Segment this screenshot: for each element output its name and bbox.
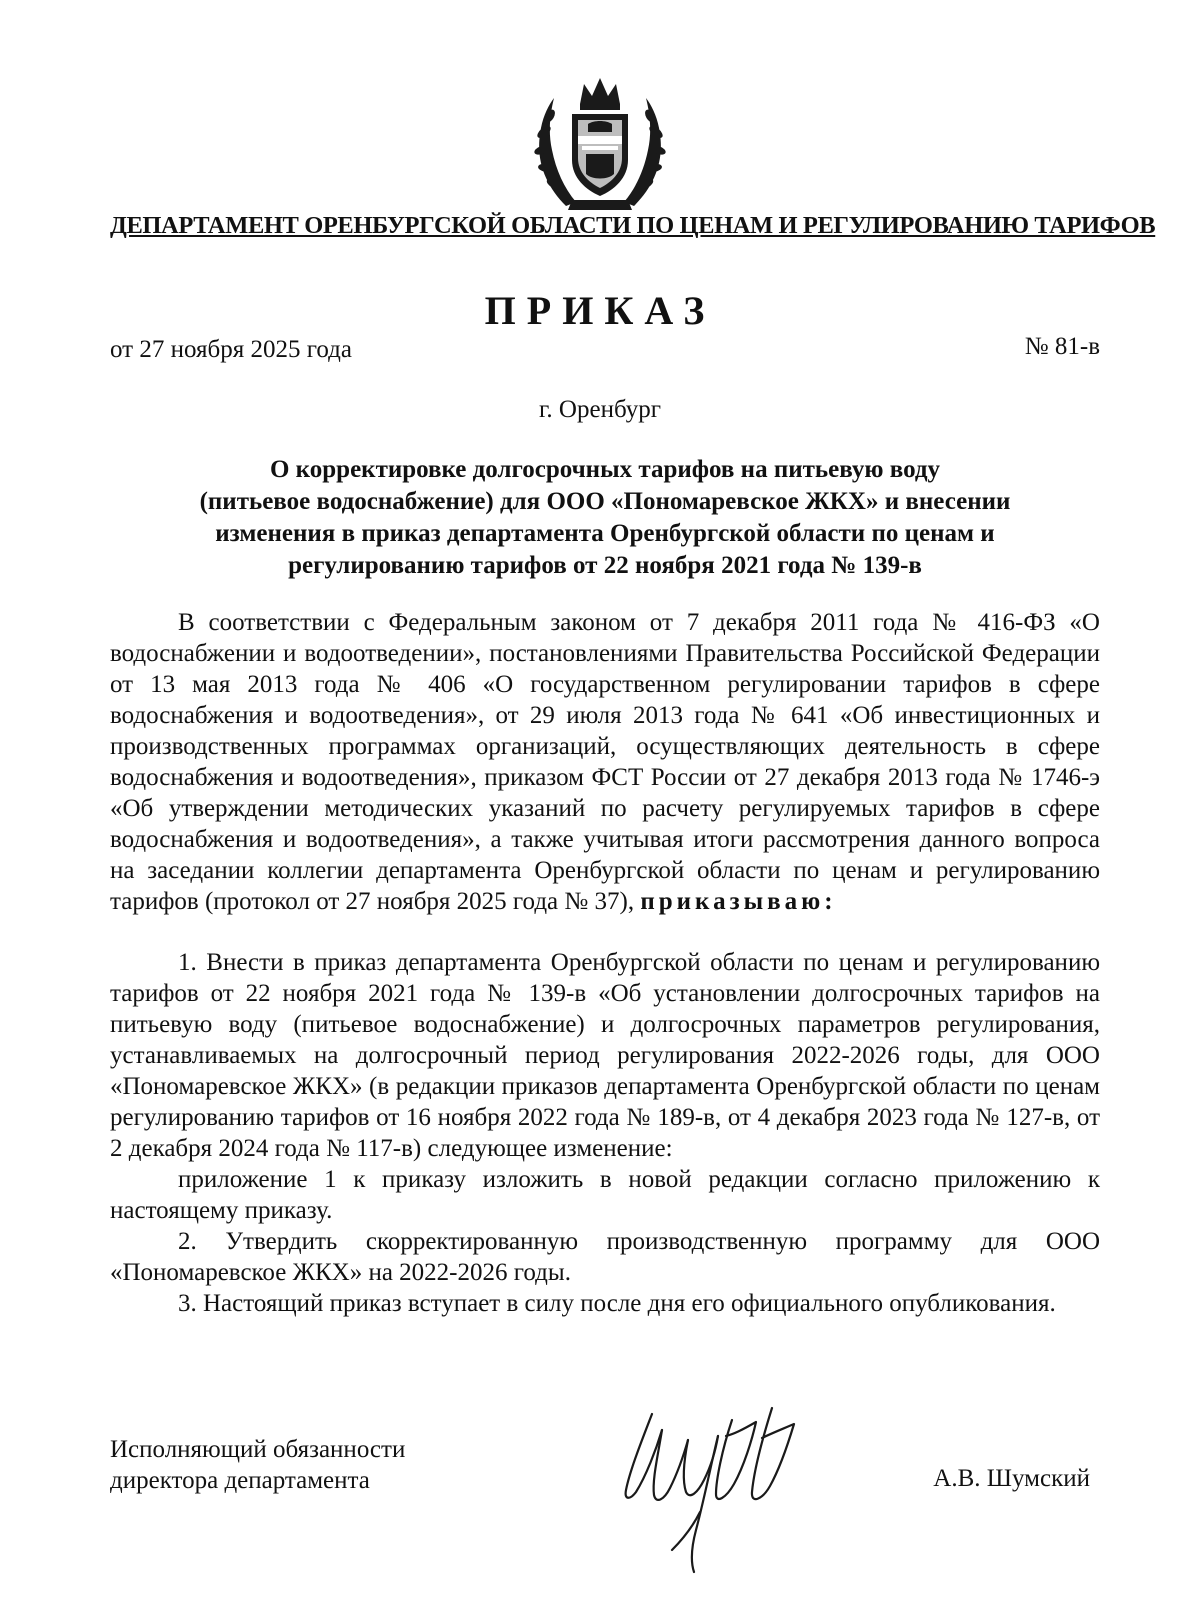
signer-position	[110, 1434, 405, 1496]
item-3-paragraph: 3. Настоящий приказ вступает в силу после дня его официального опубликования.	[178, 1290, 1056, 1317]
preamble-paragraph	[110, 607, 1100, 917]
item-2-paragraph: 2. Утвердить скорректированную производственную программу для ООО «Пономаревское ЖКХ» на 2022-2026 годы.	[110, 1228, 1100, 1286]
handwritten-signature	[612, 1400, 822, 1580]
preamble-text: В соответствии с Федеральным законом от 7 декабря 2011 года № 416-ФЗ «О водоснабжении и водоотведении», постановлениями Правительства Российской Федерации от 13 мая 2013 года № 406 «О государственном регулировании тарифов в сфере водоснабжения и водоотведения», от 29 июля 2013 года № 641 «Об инвестиционных и производственных программах организаций, осуществляющих деятельность в сфере водоснабжения и водоотведения», приказом ФСТ России от 27 декабря 2013 года № 1746-э «Об утверждении методических указаний по расчету регулируемых тарифов в сфере водоснабжения и водоотведения», а также учитывая итоги рассмотрения данного вопроса на заседании коллегии департамента Оренбургской области по ценам и регулированию тарифов (протокол от 27 ноября 2025 года № 37),	[110, 609, 1100, 915]
subject-line: (питьевое водоснабжение) для ООО «Пономаревское ЖКХ» и внесении	[199, 488, 1011, 515]
signer-position-line: Исполняющий обязанности	[110, 1436, 406, 1463]
order-subject	[150, 454, 1060, 582]
subject-line: изменения в приказ департамента Оренбургской области по ценам и	[215, 520, 995, 547]
signer-position-line: директора департамента	[110, 1467, 370, 1494]
order-word: приказываю:	[640, 888, 837, 915]
subject-line: регулированию тарифов от 22 ноября 2021 года № 139-в	[288, 552, 922, 579]
signer-name: А.В. Шумский	[933, 1465, 1090, 1492]
order-body	[110, 607, 1100, 1319]
item-1-sub-paragraph: приложение 1 к приказу изложить в новой редакции согласно приложению к настоящему приказу.	[110, 1166, 1100, 1224]
subject-line: О корректировке долгосрочных тарифов на питьевую воду	[269, 456, 940, 483]
item-1-paragraph: 1. Внести в приказ департамента Оренбургской области по ценам и регулированию тарифов от 22 ноября 2021 года № 139-в «Об установлении долгосрочных тарифов на питьевую воду (питьевое водоснабжение) и долгосрочных параметров регулирования, устанавливаемых на долгосрочный период регулирования 2022-2026 годы, для ООО «Пономаревское ЖКХ» (в редакции приказов департамента Оренбургской области по ценам регулированию тарифов от 16 ноября 2022 года № 189-в, от 4 декабря 2023 года № 127-в, от 2 декабря 2024 года № 117-в) следующее изменение:	[110, 949, 1100, 1162]
document-title: ПРИКАЗ	[484, 288, 716, 333]
department-name: ДЕПАРТАМЕНТ ОРЕНБУРГСКОЙ ОБЛАСТИ ПО ЦЕНАМ И РЕГУЛИРОВАНИЮ ТАРИФОВ	[110, 212, 1156, 239]
order-date: от 27 ноября 2025 года	[110, 336, 352, 363]
order-city: г. Оренбург	[539, 396, 661, 423]
order-number: № 81-в	[1024, 333, 1100, 360]
coat-of-arms-emblem	[528, 74, 672, 214]
